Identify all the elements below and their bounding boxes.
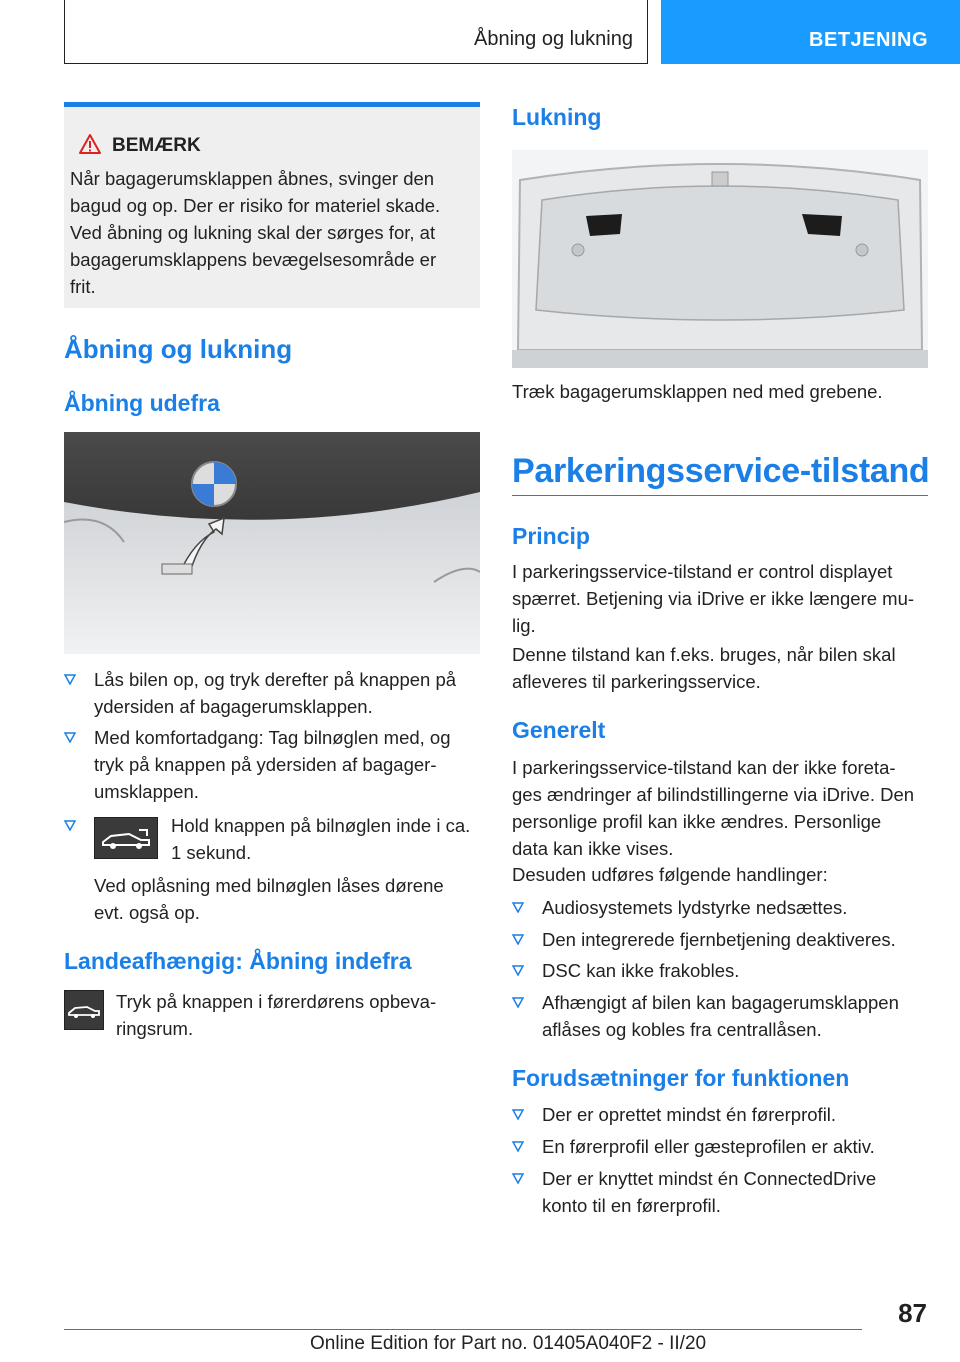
bullet-triangle-icon: [512, 965, 524, 976]
list-item-line: konto til en førerprofil.: [542, 1195, 721, 1216]
closing-caption: Træk bagagerumsklappen ned med grebene.: [512, 381, 883, 402]
general-lead-in: Desuden udføres følgende handlinger:: [512, 864, 828, 885]
key-trunk-button-icon: [94, 817, 158, 859]
heading-opening-closing: Åbning og lukning: [64, 334, 293, 364]
list-item-line: aflåses og kobles fra centrallåsen.: [542, 1019, 822, 1040]
list-item-line: tryk på knappen på ydersiden af bagager-: [94, 754, 437, 775]
paragraph-line: lig.: [512, 615, 536, 636]
list-item-line: En førerprofil eller gæsteprofilen er aktiv.: [542, 1136, 875, 1157]
header-chapter-tab: [661, 0, 960, 64]
paragraph-line: Tryk på knappen i førerdørens opbeva-: [116, 991, 437, 1012]
bullet-triangle-icon: [512, 934, 524, 945]
notice-body: [70, 165, 470, 300]
notice-title: BEMÆRK: [112, 135, 201, 156]
bullet-triangle-icon: [512, 1173, 524, 1184]
door-button-icon: [64, 990, 104, 1030]
footer-rule: [64, 1329, 862, 1330]
paragraph-line: I parkeringsservice-tilstand kan der ikke foreta-: [512, 757, 896, 778]
heading-requirements: Forudsætninger for funktionen: [512, 1065, 850, 1091]
list-item-line: Hold knappen på bilnøglen inde i ca.: [171, 815, 471, 836]
notice-line: Når bagagerumsklappen åbnes, svinger den: [70, 168, 435, 189]
list-item-line: ydersiden af bagagerumsklappen.: [94, 696, 373, 717]
inside-opening-text: [116, 988, 436, 1042]
header-section-box: [64, 0, 648, 64]
key-unlock-note: [94, 872, 444, 926]
paragraph-line: spærret. Betjening via iDrive er ikke længere mu-: [512, 588, 915, 609]
list-item-line: Med komfortadgang: Tag bilnøglen med, og: [94, 727, 451, 748]
bullet-triangle-icon: [512, 1109, 524, 1120]
header-chapter-title: BETJENING: [809, 29, 928, 51]
list-item-line: DSC kan ikke frakobles.: [542, 960, 740, 981]
notice-line: frit.: [70, 276, 96, 297]
general-paragraph: [512, 754, 914, 862]
paragraph-line: personlige profil kan ikke ændres. Personlige: [512, 811, 882, 832]
trunk-lid-illustration: [512, 150, 928, 368]
page-number: 87: [898, 1298, 927, 1328]
paragraph-line: data kan ikke vises.: [512, 838, 674, 859]
bullet-triangle-icon: [64, 732, 76, 743]
list-item-line: Lås bilen op, og tryk derefter på knappen på: [94, 669, 457, 690]
list-item-line: 1 sekund.: [171, 842, 252, 863]
principle-paragraph: [512, 641, 896, 695]
trunk-button-photo: [64, 432, 480, 654]
heading-opening-outside: Åbning udefra: [64, 390, 220, 416]
trunk-lid-inner-photo: [512, 150, 928, 368]
heading-opening-inside: Landeafhængig: Åbning indefra: [64, 948, 412, 974]
principle-paragraph: [512, 558, 914, 639]
paragraph-line: afleveres til parkeringsservice.: [512, 671, 761, 692]
paragraph-line: ges ændringer af bilindstillingerne via iDrive. Den: [512, 784, 915, 805]
footer-edition: Online Edition for Part no. 01405A040F2 - II/20: [310, 1333, 707, 1354]
header-section-title: Åbning og lukning: [473, 28, 633, 50]
paragraph-line: ringsrum.: [116, 1018, 194, 1039]
notice-line: bagud og op. Der er risiko for materiel skade.: [70, 195, 441, 216]
paragraph-line: Denne tilstand kan f.eks. bruges, når bilen skal: [512, 644, 896, 665]
heading-general: Generelt: [512, 717, 606, 743]
bullet-triangle-icon: [512, 902, 524, 913]
warning-icon: [78, 133, 102, 155]
list-item-line: umsklappen.: [94, 781, 199, 802]
list-item-line: Audiosystemets lydstyrke nedsættes.: [542, 897, 848, 918]
heading-rule: [512, 495, 928, 496]
notice-line: bagagerumsklappens bevægelsesområde er: [70, 249, 437, 270]
heading-valet-mode: Parkeringsservice-tilstand: [512, 452, 930, 490]
list-item-line: Afhængigt af bilen kan bagagerumsklappen: [542, 992, 899, 1013]
paragraph-line: I parkeringsservice-tilstand er control displayet: [512, 561, 893, 582]
bullet-triangle-icon: [512, 1141, 524, 1152]
paragraph-line: evt. også op.: [94, 902, 200, 923]
bullet-triangle-icon: [64, 820, 76, 831]
trunk-button-illustration: [64, 432, 480, 654]
notice-box: [64, 102, 480, 308]
list-item-line: Der er oprettet mindst én førerprofil.: [542, 1104, 837, 1125]
heading-closing: Lukning: [512, 104, 602, 130]
heading-principle: Princip: [512, 523, 590, 549]
paragraph-line: Ved oplåsning med bilnøglen låses dørene: [94, 875, 444, 896]
notice-line: Ved åbning og lukning skal der sørges for, at: [70, 222, 436, 243]
list-item-line: Den integrerede fjernbetjening deaktiveres.: [542, 929, 896, 950]
bullet-triangle-icon: [512, 997, 524, 1008]
bullet-triangle-icon: [64, 674, 76, 685]
list-item-line: Der er knyttet mindst én ConnectedDrive: [542, 1168, 877, 1189]
